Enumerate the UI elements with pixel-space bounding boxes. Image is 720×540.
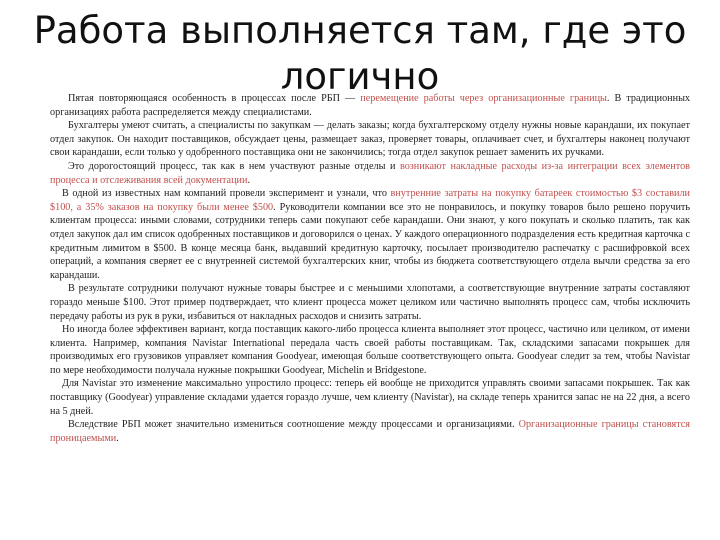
- body-text: [50, 92, 690, 445]
- paragraph-text: Но иногда более эффективен вариант, когда поставщик какого-либо процесса клиента выполняет этот процесс, частично или целиком, от имени клиента. Например, компания Navistar International передала часть своей работы поставщикам. Так, складскими запасами покрышек для производимых его грузовиков управляет компания Goodyear, имеющая больше соответствующего опыта. Goodyear следит за тем, чтобы Navistar по мере необходимости получала нужные покрышки Goodyear, Michelin и Bridgestone.: [50, 324, 690, 376]
- paragraph-text: . Руководители компании все это не понравилось, и покупку товаров было решено поручить клиентам процесса: иными словами, сотрудники теперь сами покупают себе карандаши. Они знают, у кого покупать и сколько платить, так как отдел закупок дал им список одобренных поставщиков и договорился о ценах. У каждого операционного подразделения есть кредитная карточка с кредитным лимитом в $500. В конце месяца банк, выдавший кредитную карточку, посылает производителю распечатку с расшифровкой всех операций, а компания сверяет ее с внутренней системой бухгалтерских книг, чтобы из бюджета соответствующего отдела вычли средства за его карандаши.: [50, 201, 690, 281]
- paragraph-2: [50, 119, 690, 160]
- paragraph-text: В одной из известных нам компаний провели эксперимент и узнали, что: [62, 188, 391, 200]
- paragraph-text: . В традиционных организациях работа распределяется между специалистами.: [50, 93, 691, 118]
- highlighted-phrase: перемещение работы через организационные границы: [360, 93, 607, 104]
- paragraph-text: Вследствие РБП может значительно измениться соотношение между процессами и организациями.: [68, 419, 519, 431]
- paragraph-text: Для Navistar это изменение максимально упростило процесс: теперь ей вообще не приходится управлять своими запасами покрышек. Так как поставщику (Goodyear) управление складами удается гораздо лучше, чем клиенту (Navistar), на складе теперь хранится запас не на 22 дня, а всего на 5 дней.: [50, 378, 690, 417]
- slide-title-line-2: логично: [280, 55, 440, 98]
- paragraph-8: [50, 418, 690, 445]
- highlighted-phrase: возникают накладные расходы из-за интеграции всех элементов процесса и отслеживания всей документации: [50, 160, 690, 186]
- paragraph-5: [50, 282, 690, 323]
- highlighted-phrase: внутренние затраты на покупку батареек стоимостью $3 составили $100, а 35% заказов на покупку были менее $500: [50, 188, 691, 213]
- paragraph-text: Это дорогостоящий процесс, так как в нем участвуют разные отделы и: [68, 160, 400, 172]
- highlighted-phrase: Организационные границы становятся проницаемыми: [50, 419, 690, 444]
- paragraph-text: .: [247, 174, 250, 186]
- paragraph-3: [50, 160, 690, 187]
- paragraph-7: [50, 377, 690, 418]
- paragraph-text: .: [116, 432, 119, 444]
- paragraph-6: [50, 323, 690, 377]
- paragraph-text: Бухгалтеры умеют считать, а специалисты по закупкам — делать заказы; когда бухгалтерскому отделу нужны новые карандаши, их покупает отдел закупок. Он находит поставщиков, обсуждает цены, размещает заказ, проверяет товары, оплачивает счет, и бухгалтеры наконец получают свои карандаши, если только у одобренного поставщика они не закончились; тогда отдел закупок решает заменить их ручками.: [50, 120, 690, 159]
- slide-title-line-1: Работа выполняется там, где это: [33, 9, 687, 52]
- paragraph-4: [50, 187, 690, 282]
- paragraph-text: Пятая повторяющаяся особенность в процессах после РБП —: [68, 93, 361, 104]
- paragraph-text: В результате сотрудники получают нужные товары быстрее и с меньшими хлопотами, а соответствующие внутренние затраты составляют гораздо меньше $100. Этот пример подтверждает, что клиент процесса может целиком или частично выполнять процесс сам, чтобы исключить передачу работы из рук в руки, избавиться от накладных расходов и снизить затраты.: [50, 283, 690, 322]
- paragraph-1: [50, 92, 690, 119]
- slide-title: [0, 8, 720, 100]
